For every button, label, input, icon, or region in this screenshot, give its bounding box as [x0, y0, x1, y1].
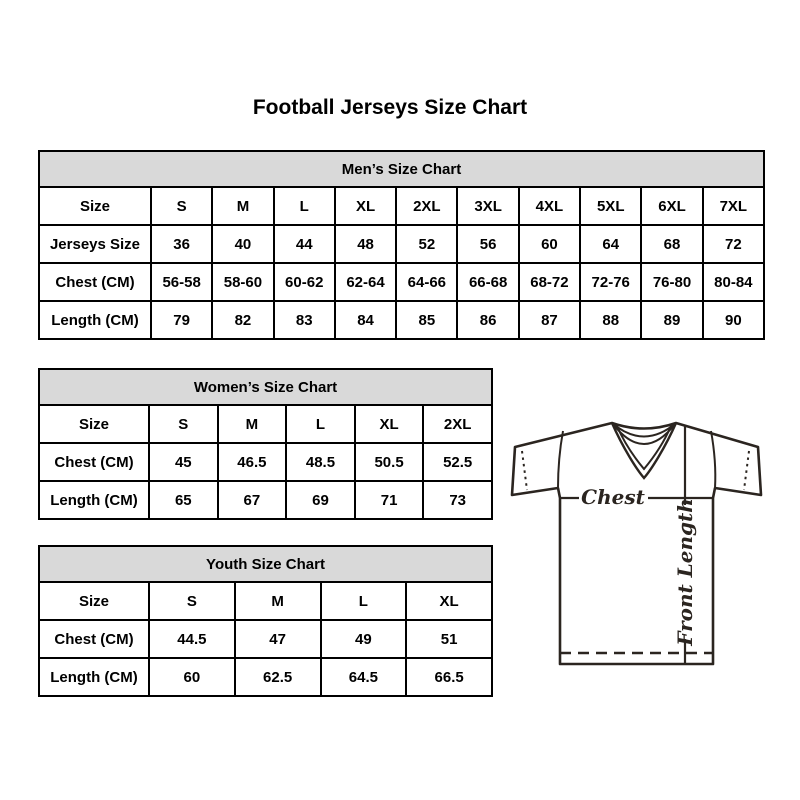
- mens-size-table: [38, 150, 765, 340]
- size-value-cell: 62.5: [235, 658, 321, 696]
- row-label: Length (CM): [39, 481, 149, 519]
- size-value-cell: 84: [335, 301, 396, 339]
- jersey-measurement-diagram: [500, 398, 770, 673]
- size-value-cell: 2XL: [396, 187, 457, 225]
- size-value-cell: 86: [457, 301, 518, 339]
- row-label: Size: [39, 582, 149, 620]
- size-value-cell: 66.5: [406, 658, 492, 696]
- size-value-cell: 5XL: [580, 187, 641, 225]
- size-value-cell: M: [212, 187, 273, 225]
- mens-table-title: Men’s Size Chart: [39, 151, 764, 187]
- size-value-cell: 66-68: [457, 263, 518, 301]
- size-value-cell: 68-72: [519, 263, 580, 301]
- table-row: [39, 301, 764, 339]
- table-row: [39, 582, 492, 620]
- size-value-cell: 68: [641, 225, 702, 263]
- size-value-cell: 87: [519, 301, 580, 339]
- size-value-cell: 6XL: [641, 187, 702, 225]
- size-value-cell: 73: [423, 481, 492, 519]
- size-value-cell: 52.5: [423, 443, 492, 481]
- size-value-cell: 72: [703, 225, 764, 263]
- row-label: Size: [39, 405, 149, 443]
- size-value-cell: 51: [406, 620, 492, 658]
- size-value-cell: XL: [406, 582, 492, 620]
- size-value-cell: S: [149, 405, 218, 443]
- table-row: [39, 225, 764, 263]
- size-value-cell: 44.5: [149, 620, 235, 658]
- size-value-cell: 48: [335, 225, 396, 263]
- size-value-cell: L: [321, 582, 407, 620]
- table-header-row: [39, 369, 492, 405]
- size-value-cell: L: [274, 187, 335, 225]
- table-row: [39, 263, 764, 301]
- youth-size-table: [38, 545, 493, 697]
- size-value-cell: 3XL: [457, 187, 518, 225]
- womens-table-title: Women’s Size Chart: [39, 369, 492, 405]
- table-header-row: [39, 546, 492, 582]
- size-value-cell: 89: [641, 301, 702, 339]
- size-value-cell: XL: [335, 187, 396, 225]
- size-value-cell: 72-76: [580, 263, 641, 301]
- size-value-cell: 85: [396, 301, 457, 339]
- table-row: [39, 443, 492, 481]
- size-value-cell: 67: [218, 481, 287, 519]
- size-value-cell: 64.5: [321, 658, 407, 696]
- size-value-cell: 58-60: [212, 263, 273, 301]
- size-value-cell: 60-62: [274, 263, 335, 301]
- size-value-cell: XL: [355, 405, 424, 443]
- page-title: Football Jerseys Size Chart: [252, 96, 528, 119]
- row-label: Length (CM): [39, 301, 151, 339]
- size-value-cell: 60: [149, 658, 235, 696]
- size-value-cell: S: [149, 582, 235, 620]
- row-label: Chest (CM): [39, 620, 149, 658]
- size-value-cell: 76-80: [641, 263, 702, 301]
- size-value-cell: 47: [235, 620, 321, 658]
- row-label: Length (CM): [39, 658, 149, 696]
- size-value-cell: 50.5: [355, 443, 424, 481]
- size-value-cell: 64: [580, 225, 641, 263]
- size-value-cell: 82: [212, 301, 273, 339]
- size-value-cell: 60: [519, 225, 580, 263]
- row-label: Chest (CM): [39, 263, 151, 301]
- size-value-cell: 71: [355, 481, 424, 519]
- size-value-cell: M: [218, 405, 287, 443]
- size-value-cell: 45: [149, 443, 218, 481]
- size-value-cell: 88: [580, 301, 641, 339]
- size-value-cell: 36: [151, 225, 212, 263]
- size-value-cell: 46.5: [218, 443, 287, 481]
- size-value-cell: 49: [321, 620, 407, 658]
- size-value-cell: 2XL: [423, 405, 492, 443]
- table-row: [39, 658, 492, 696]
- size-value-cell: 69: [286, 481, 355, 519]
- front-length-label: Front Length: [673, 498, 697, 646]
- table-header-row: [39, 151, 764, 187]
- size-value-cell: L: [286, 405, 355, 443]
- size-value-cell: 56: [457, 225, 518, 263]
- size-value-cell: 52: [396, 225, 457, 263]
- chest-label: Chest: [581, 485, 645, 509]
- table-row: [39, 481, 492, 519]
- size-value-cell: 64-66: [396, 263, 457, 301]
- row-label: Jerseys Size: [39, 225, 151, 263]
- size-value-cell: 80-84: [703, 263, 764, 301]
- size-value-cell: 62-64: [335, 263, 396, 301]
- size-value-cell: 4XL: [519, 187, 580, 225]
- size-value-cell: 65: [149, 481, 218, 519]
- size-value-cell: 7XL: [703, 187, 764, 225]
- table-row: [39, 405, 492, 443]
- size-value-cell: S: [151, 187, 212, 225]
- size-value-cell: 90: [703, 301, 764, 339]
- size-value-cell: 48.5: [286, 443, 355, 481]
- row-label: Size: [39, 187, 151, 225]
- size-value-cell: M: [235, 582, 321, 620]
- size-value-cell: 83: [274, 301, 335, 339]
- youth-table-title: Youth Size Chart: [39, 546, 492, 582]
- table-row: [39, 187, 764, 225]
- womens-size-table: [38, 368, 493, 520]
- row-label: Chest (CM): [39, 443, 149, 481]
- table-row: [39, 620, 492, 658]
- size-value-cell: 40: [212, 225, 273, 263]
- size-value-cell: 79: [151, 301, 212, 339]
- size-value-cell: 56-58: [151, 263, 212, 301]
- size-value-cell: 44: [274, 225, 335, 263]
